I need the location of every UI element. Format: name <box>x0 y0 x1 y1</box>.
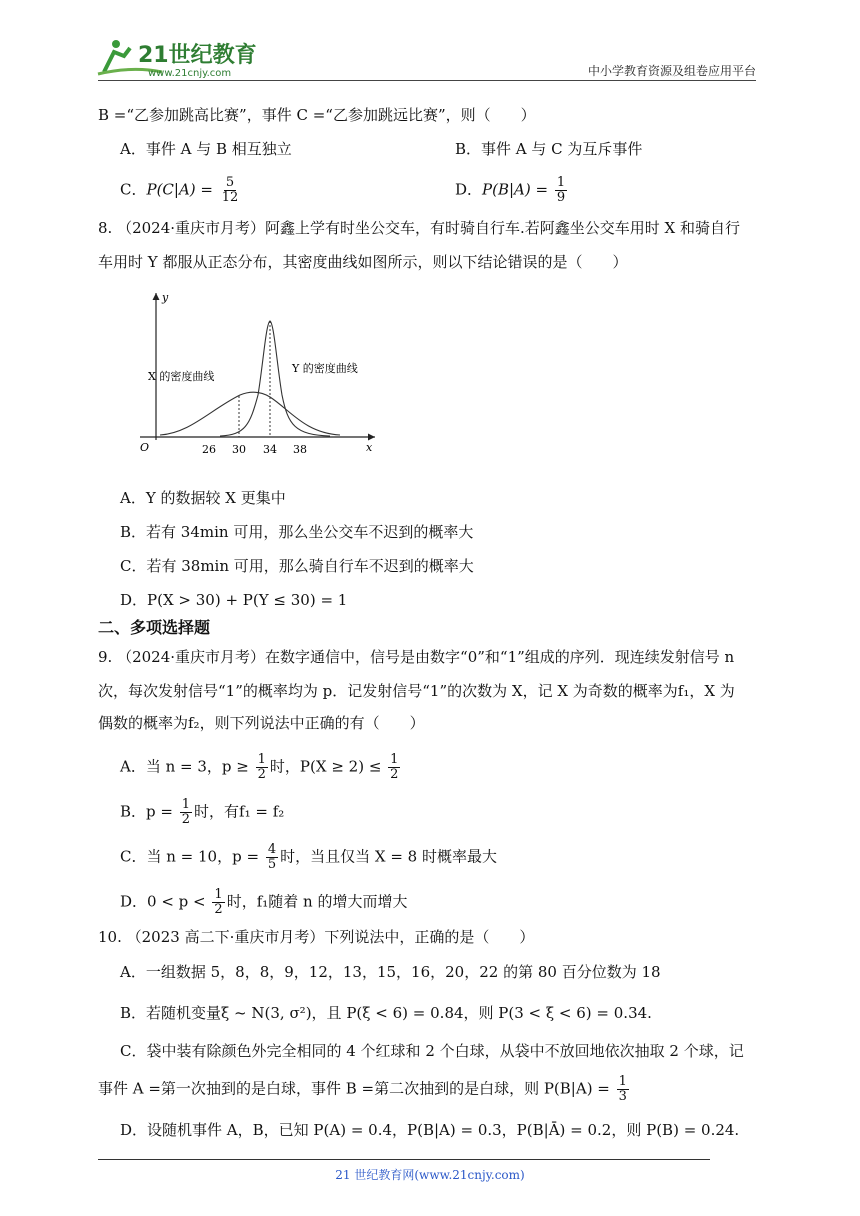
q8-option-c: C．若有 38min 可用，那么骑自行车不迟到的概率大 <box>120 557 474 575</box>
header-divider <box>98 80 756 81</box>
tick-label: 30 <box>232 443 246 456</box>
footer-divider <box>98 1159 710 1160</box>
section-title: 二、多项选择题 <box>98 618 211 637</box>
q9-option-d: D．0 < p < $\frac{1}{2}$ 时，f₁随着 n 的增大而增大 <box>120 887 408 917</box>
logo-text: 21世纪教育 <box>138 43 257 68</box>
x-curve-label: X 的密度曲线 <box>148 370 215 383</box>
y-curve-label: Y 的密度曲线 <box>292 362 358 375</box>
q7-stem: B =“乙参加跳高比赛”，事件 C =“乙参加跳远比赛”，则（ ） <box>98 106 536 124</box>
fraction: $\frac{1}{9}$ <box>556 175 566 205</box>
fraction: $\frac{1}{3}$ <box>618 1074 627 1104</box>
q10-option-a: A．一组数据 5，8，8，9，12，13，15，16，20，22 的第 80 百分位数为 18 <box>120 963 661 981</box>
q10-stem: 10. （2023 高二下·重庆市月考）下列说法中，正确的是（ ） <box>98 928 535 946</box>
q9-stem-line2: 次，每次发射信号“1”的概率均为 p．记发射信号“1”的次数为 X，记 X 为奇数的概率为f₁，X 为 <box>98 682 735 700</box>
q10-option-b: B．若随机变量ξ ~ N(3, σ²)，且 P(ξ < 6) = 0.84，则 P(3 < ξ < 6) = 0.34. <box>120 1004 652 1022</box>
q7-option-c: C．P(C|A) = $\frac{5}{12}$ <box>120 175 239 205</box>
tick-label: 34 <box>263 443 277 456</box>
q9-option-b: B．p = $\frac{1}{2}$ 时，有f₁ = f₂ <box>120 797 285 827</box>
density-curve-figure <box>130 285 380 460</box>
fraction: $\frac{4}{5}$ <box>267 842 277 872</box>
q9-stem-line1: 9. （2024·重庆市月考）在数字通信中，信号是由数字“0”和“1”组成的序列．现连续发射信号 n <box>98 648 735 666</box>
q10-option-d: D．设随机事件 A，B，已知 P(A) = 0.4，P(B|A) = 0.3，P(B|Ā) = 0.2，则 P(B) = 0.24. <box>120 1121 740 1139</box>
site-logo <box>92 34 262 80</box>
q8-stem-line1: 8. （2024·重庆市月考）阿鑫上学有时坐公交车，有时骑自行车.若阿鑫坐公交车用时 X 和骑自行 <box>98 219 741 237</box>
header-platform-name: 中小学教育资源及组卷应用平台 <box>587 64 756 78</box>
fraction: $\frac{1}{2}$ <box>214 887 223 917</box>
q9-stem-line3: 偶数的概率为f₂，则下列说法中正确的有（ ） <box>98 714 425 732</box>
x-density-curve <box>160 392 340 435</box>
x-axis-label: x <box>366 441 373 454</box>
y-density-curve <box>220 321 330 436</box>
q9-option-a: A．当 n = 3，p ≥ $\frac{1}{2}$ 时，P(X ≥ 2) ≤ $\frac{1}{2}$ <box>120 752 399 782</box>
tick-label: 26 <box>202 443 216 456</box>
fraction: $\frac{5}{12}$ <box>221 175 239 205</box>
q10-option-c-line1: C．袋中装有除颜色外完全相同的 4 个红球和 2 个白球，从袋中不放回地依次抽取 2 个球，记 <box>120 1042 744 1060</box>
fraction: $\frac{1}{2}$ <box>390 752 399 782</box>
fraction: $\frac{1}{2}$ <box>181 797 191 827</box>
q8-option-b: B．若有 34min 可用，那么坐公交车不迟到的概率大 <box>120 523 474 541</box>
fraction: $\frac{1}{2}$ <box>257 752 266 782</box>
q7-option-a: A．事件 A 与 B 相互独立 <box>120 140 292 158</box>
logo-url: www.21cnjy.com <box>148 68 232 79</box>
q8-option-d: D．P(X > 30) + P(Y ≤ 30) = 1 <box>120 591 348 609</box>
q7-option-d: D．P(B|A) = $\frac{1}{9}$ <box>455 175 566 205</box>
q10-option-c-line2: 事件 A =第一次抽到的是白球，事件 B =第二次抽到的是白球，则 P(B|A) = $\frac{1}{3}$ <box>98 1074 627 1104</box>
q9-option-c: C．当 n = 10，p = $\frac{4}{5}$ 时，当且仅当 X = 8 时概率最大 <box>120 842 497 872</box>
q8-option-a: A．Y 的数据较 X 更集中 <box>120 489 286 507</box>
y-axis-label: y <box>162 291 169 304</box>
q8-stem-line2: 车用时 Y 都服从正态分布，其密度曲线如图所示，则以下结论错误的是（ ） <box>98 253 628 271</box>
footer-link[interactable]: 21 世纪教育网(www.21cnjy.com) <box>335 1168 525 1182</box>
tick-label: 38 <box>293 443 307 456</box>
q7-option-b: B．事件 A 与 C 为互斥事件 <box>455 140 643 158</box>
origin-label: O <box>140 441 150 454</box>
